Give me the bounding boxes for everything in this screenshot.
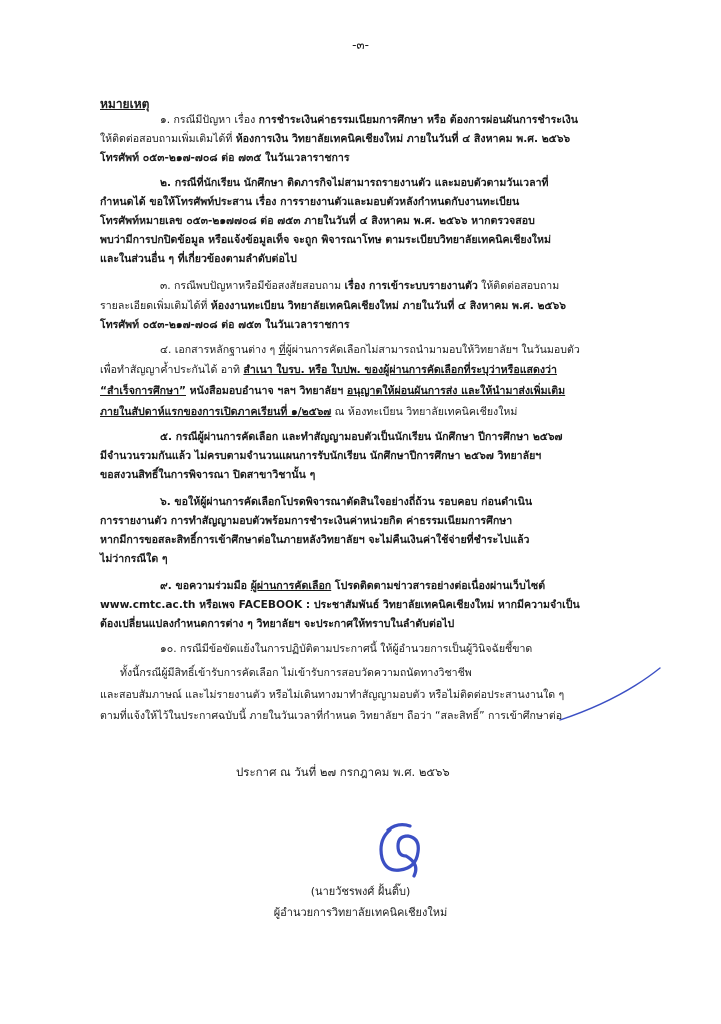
note-1-line-1: ๑. กรณีมีปัญหา เรื่อง การชำระเงินค่าธรรมเนียมการศึกษา หรือ ต้องการผ่อนผันการชำระเงิน	[160, 114, 579, 126]
note-3-line-2: รายละเอียดเพิ่มเติมได้ที่ ห้องงานทะเบียน วิทยาลัยเทคนิคเชียงใหม่ ภายในวันที่ ๔ สิงหาคม พ.ศ. ๒๕๖๖	[100, 300, 566, 312]
closing-line-2: และสอบสัมภาษณ์ และไม่รายงานตัว หรือไม่เดินทางมาทำสัญญามอบตัว หรือไม่ติดต่อประสานงานใด ๆ	[100, 689, 565, 701]
note-2-line-3: โทรศัพท์หมายเลข ๐๕๓-๒๑๗๗๐๘ ต่อ ๗๕๓ ภายในวันที่ ๔ สิงหาคม พ.ศ. ๒๕๖๖ หากตรวจสอบ	[100, 215, 535, 227]
note-9-line-3: ต้องเปลี่ยนแปลงกำหนดการต่าง ๆ วิทยาลัยฯ จะประกาศให้ทราบในลำดับต่อไป	[100, 618, 455, 630]
note-6-line-2: การรายงานตัว การทำสัญญามอบตัวพร้อมการชำระเงินค่าหน่วยกิต ค่าธรรมเนียมการศึกษา	[100, 515, 513, 527]
note-5-line-2: มีจำนวนรวมกันแล้ว ไม่ครบตามจำนวนแผนการรับนักเรียน นักศึกษาปีการศึกษา ๒๕๖๗ วิทยาลัยฯ	[100, 450, 542, 462]
note-4-line-3: “สำเร็จการศึกษา” หนังสือมอบอำนาจ ฯลฯ วิทยาลัยฯ อนุญาตให้ผ่อนผันการส่ง และให้นำมาส่งเพิ่มเติม	[100, 385, 566, 397]
note-6-line-4: ไม่ว่ากรณีใด ๆ	[100, 553, 168, 565]
note-9-line-2: www.cmtc.ac.th หรือเพจ FACEBOOK : ประชาสัมพันธ์ วิทยาลัยเทคนิคเชียงใหม่ หากมีความจำเป็น	[100, 599, 580, 611]
note-2-line-1: ๒. กรณีที่นักเรียน นักศึกษา ติดภารกิจไม่สามารถรายงานตัว และมอบตัวตามวันเวลาที่	[160, 177, 549, 189]
section-heading: หมายเหตุ	[100, 97, 150, 111]
note-2-line-5: และในส่วนอื่น ๆ ที่เกี่ยวข้องตามลำดับต่อไป	[100, 253, 297, 265]
note-3-line-3: โทรศัพท์ ๐๕๓-๒๑๗-๗๐๘ ต่อ ๗๕๓ ในวันเวลาราชการ	[100, 319, 350, 331]
note-10-line-1: ๑๐. กรณีมีข้อขัดแย้งในการปฏิบัติตามประกาศนี้ ให้ผู้อำนวยการเป็นผู้วินิจฉัยชี้ขาด	[160, 643, 533, 655]
signer-name: (นายวัชรพงศ์ ฝั้นติ๊บ)	[310, 885, 411, 898]
note-5-line-1: ๕. กรณีผู้ผ่านการคัดเลือก และทำสัญญามอบตัวเป็นนักเรียน นักศึกษา ปีการศึกษา ๒๕๖๗	[160, 431, 563, 443]
signature-image	[368, 820, 438, 880]
signer-title: ผู้อำนวยการวิทยาลัยเทคนิคเชียงใหม่	[273, 906, 448, 919]
note-1-line-3: โทรศัพท์ ๐๕๓-๒๑๗-๗๐๘ ต่อ ๗๓๕ ในวันเวลาราชการ	[100, 152, 350, 164]
note-4-line-4: ภายในสัปดาห์แรกของการเปิดภาคเรียนที่ ๑/๒๕๖๗ ณ ห้องทะเบียน วิทยาลัยเทคนิคเชียงใหม่	[100, 406, 518, 418]
note-5-line-3: ขอสงวนสิทธิ์ในการพิจารณา ปิดสาขาวิชานั้น ๆ	[100, 469, 316, 481]
closing-line-1: ทั้งนี้กรณีผู้มีสิทธิ์เข้ารับการคัดเลือก ไม่เข้ารับการสอบวัดความถนัดทางวิชาชีพ	[120, 667, 472, 679]
note-4-line-1: ๔. เอกสารหลักฐานต่าง ๆ ที่ผู้ผ่านการคัดเลือกไม่สามารถนำมามอบให้วิทยาลัยฯ ในวันมอบตัว	[160, 344, 580, 356]
page-number: -๓-	[352, 38, 369, 52]
note-2-line-4: พบว่ามีการปกปิดข้อมูล หรือแจ้งข้อมูลเท็จ จะถูก พิจารณาโทษ ตามระเบียบวิทยาลัยเทคนิคเชียงใหม่	[100, 234, 551, 246]
note-1-line-2: ให้ติดต่อสอบถามเพิ่มเติมได้ที่ ห้องการเงิน วิทยาลัยเทคนิคเชียงใหม่ ภายในวันที่ ๔ สิงหาคม พ.ศ. ๒๕๖๖	[100, 133, 571, 145]
note-6-line-1: ๖. ขอให้ผู้ผ่านการคัดเลือกโปรดพิจารณาตัดสินใจอย่างถี่ถ้วน รอบคอบ ก่อนดำเนิน	[160, 496, 533, 508]
note-9-line-1: ๙. ขอความร่วมมือ ผู้ผ่านการคัดเลือก โปรดติดตามข่าวสารอย่างต่อเนื่องผ่านเว็บไซต์	[160, 580, 546, 592]
note-3-line-1: ๓. กรณีพบปัญหาหรือมีข้อสงสัยสอบถาม เรื่อง การเข้าระบบรายงานตัว ให้ติดต่อสอบถาม	[160, 280, 560, 292]
note-6-line-3: หากมีการขอสละสิทธิ์การเข้าศึกษาต่อในภายหลังวิทยาลัยฯ จะไม่คืนเงินค่าใช้จ่ายที่ชำระไปแล้ว	[100, 534, 530, 546]
announcement-date: ประกาศ ณ วันที่ ๒๗ กรกฎาคม พ.ศ. ๒๕๖๖	[236, 765, 450, 779]
closing-line-3: ตามที่แจ้งให้ไว้ในประกาศฉบับนี้ ภายในวันเวลาที่กำหนด วิทยาลัยฯ ถือว่า “สละสิทธิ์” การเข้าศึกษาต่อ	[100, 710, 563, 722]
note-4-line-2: เพื่อทำสัญญาค้ำประกันได้ อาทิ สำเนา ใบรบ. หรือ ใบปพ. ของผู้ผ่านการคัดเลือกที่ระบุว่าหรือแสดงว่า	[100, 364, 557, 376]
note-2-line-2: กำหนดได้ ขอให้โทรศัพท์ประสาน เรื่อง การรายงานตัวและมอบตัวหลังกำหนดกับงานทะเบียน	[100, 196, 520, 208]
